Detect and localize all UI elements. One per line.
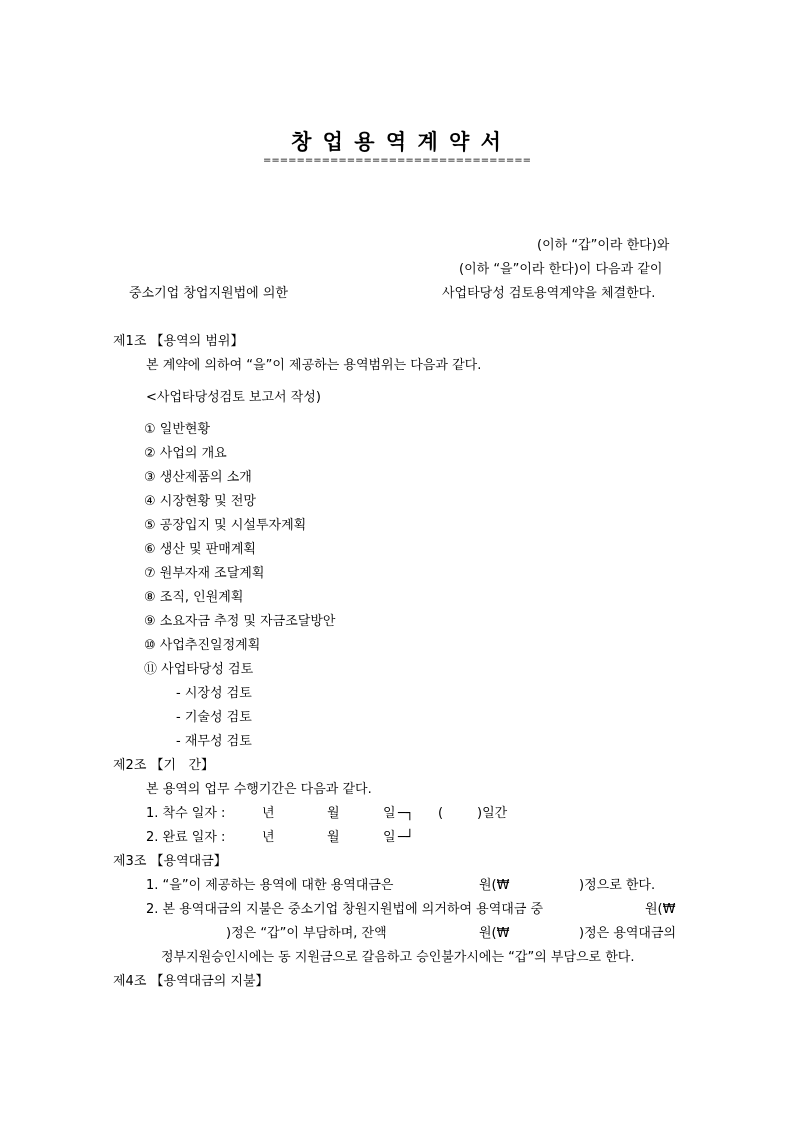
fee-item-1-won: 원(₩	[479, 878, 510, 893]
fee-item-1-end: )정으로 한다.	[579, 878, 656, 893]
scope-item: ③ 생산제품의 소개	[144, 470, 252, 485]
scope-subitem: - 시장성 검토	[176, 686, 252, 701]
fee-item-1-text: 1. “을”이 제공하는 용역에 대한 용역대금은	[146, 878, 394, 893]
title-underline: ================================	[262, 155, 532, 166]
start-date-label: 1. 착수 일자 :	[146, 806, 226, 821]
scope-item: ⑨ 소요자금 추정 및 자금조달방안	[144, 614, 336, 629]
article-3-heading: 제3조 【용역대금】	[113, 854, 227, 869]
article-1-subtitle: <사업타당성검토 보고서 작성)	[146, 390, 321, 405]
scope-item: ⑥ 생산 및 판매계획	[144, 542, 256, 557]
scope-item: ① 일반현황	[144, 422, 211, 437]
end-date-label: 2. 완료 일자 :	[146, 830, 226, 845]
document-title: 창 업 용 역 계 약 서	[291, 130, 503, 154]
duration-label: )일간	[477, 806, 508, 821]
scope-item: ⑤ 공장입지 및 시설투자계획	[144, 518, 307, 533]
article-4-heading: 제4조 【용역대금의 지불】	[113, 974, 269, 989]
scope-item: ② 사업의 개요	[144, 446, 227, 461]
scope-subitem: - 재무성 검토	[176, 734, 252, 749]
intro-line-1: (이하 “갑”이라 한다)와	[537, 238, 670, 253]
article-1-description: 본 계약에 의하여 “을”이 제공하는 용역범위는 다음과 같다.	[146, 358, 482, 373]
intro-line-2: (이하 “을”이라 한다)이 다음과 같이	[459, 262, 663, 277]
start-day-unit: 일	[383, 806, 396, 821]
scope-item: ⑦ 원부자재 조달계획	[144, 566, 265, 581]
fee-item-2-gap-share: )정은 “갑”이 부담하며, 잔액	[226, 926, 387, 941]
intro-line-3-right: 사업타당성 검토용역계약을 체결한다.	[442, 286, 656, 301]
fee-item-2-balance-end: )정은 용역대금의	[579, 926, 677, 941]
duration-paren-open: (	[438, 806, 444, 821]
fee-item-2-balance-won: 원(₩	[479, 926, 510, 941]
bracket-bottom: ─┘	[398, 830, 414, 845]
intro-line-3-left: 중소기업 창업지원법에 의한	[129, 286, 288, 301]
fee-item-2-won: 원(₩	[645, 902, 676, 917]
scope-item: ④ 시장현황 및 전망	[144, 494, 256, 509]
scope-item: ⑩ 사업추진일정계획	[144, 638, 261, 653]
scope-subitem: - 기술성 검토	[176, 710, 252, 725]
fee-item-2-text: 2. 본 용역대금의 지불은 중소기업 창원지원법에 의거하여 용역대금 중	[146, 902, 544, 917]
fee-item-2-government-support: 정부지원승인시에는 동 지원금으로 갈음하고 승인불가시에는 “갑”의 부담으로 한다.	[161, 950, 635, 965]
end-year-unit: 년	[262, 830, 275, 845]
bracket-top: ─┐	[398, 806, 414, 821]
article-1-heading: 제1조 【용역의 범위】	[113, 334, 244, 349]
article-2-description: 본 용역의 업무 수행기간은 다음과 같다.	[146, 782, 372, 797]
end-month-unit: 월	[327, 830, 340, 845]
scope-item: ⑪ 사업타당성 검토	[144, 662, 254, 677]
start-month-unit: 월	[327, 806, 340, 821]
article-2-heading: 제2조 【기 간】	[113, 758, 215, 773]
scope-item: ⑧ 조직, 인원계획	[144, 590, 244, 605]
start-year-unit: 년	[262, 806, 275, 821]
end-day-unit: 일	[383, 830, 396, 845]
